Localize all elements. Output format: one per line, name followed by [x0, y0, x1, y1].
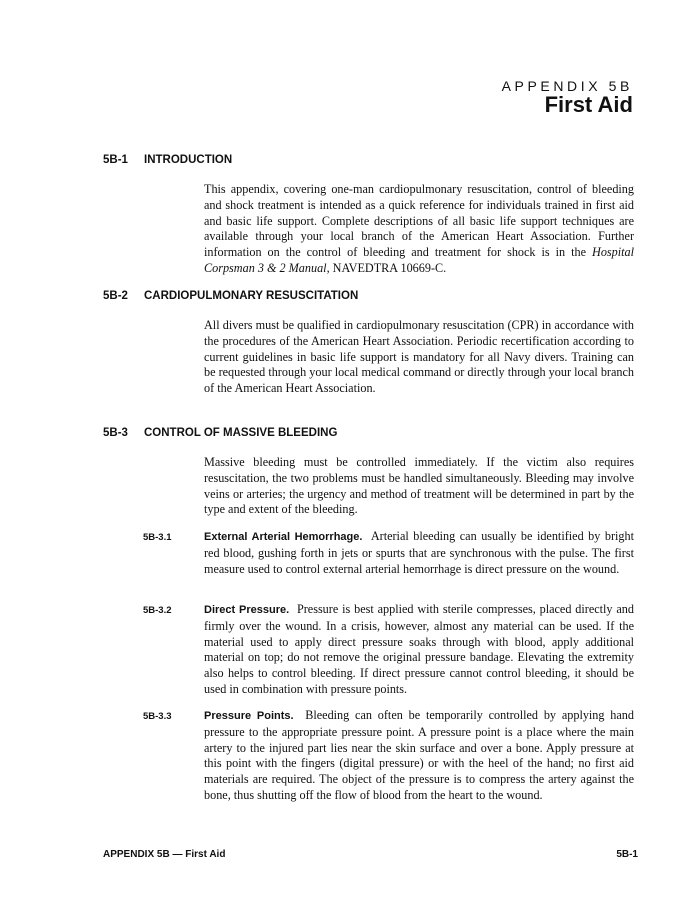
paragraph-text: This appendix, covering one-man cardiopulmonary resuscitation, control of bleeding and shock treatment is intended as a quick reference for individuals trained in first aid and basic life support. Complete descriptions of all basic life support techniques are available through your local branch of the American Heart Association. Further information on the control of bleeding and treatment for shock is in the [204, 182, 634, 260]
section-title: CARDIOPULMONARY RESUSCITATION [144, 290, 359, 302]
paragraph-text: , NAVEDTRA 10669-C. [326, 260, 447, 275]
subsection-title: Direct Pressure. [204, 604, 290, 616]
subsection-number: 5B-3.1 [143, 532, 172, 543]
footer-running-title: APPENDIX 5B — First Aid [103, 849, 226, 860]
section-heading-bleeding [103, 427, 337, 439]
subsection-paragraph-arterial-hemorrhage [204, 529, 634, 577]
manual-title: Hospital Corpsman 3 & 2 Manual [204, 245, 634, 275]
section-paragraph-bleeding [204, 455, 634, 518]
section-paragraph-introduction [204, 182, 634, 277]
subsection-paragraph-direct-pressure [204, 602, 634, 698]
section-paragraph-cpr [204, 318, 634, 397]
paragraph-text: All divers must be qualified in cardiopulmonary resuscitation (CPR) in accordance with the procedures of the American Heart Association. Periodic recertification according to current guidelines in basic life support is mandatory for all Navy divers. Training can be requested through your local medical command or directly through your local branch of the American Heart Association. [204, 318, 634, 396]
appendix-label: APPENDIX 5B [501, 78, 633, 94]
paragraph-text: Pressure is best applied with sterile compresses, placed directly and firmly over the wound. In a crisis, however, almost any material can be used. If the material used to apply direct pressure soaks through with blood, apply additional material on top; do not remove the original pressure bandage. Elevating the extremity also helps to control bleeding. If direct pressure cannot control bleeding, it should be used in combination with pressure points. [204, 602, 634, 696]
paragraph-text: Bleeding can often be temporarily controlled by applying hand pressure to the appropriate pressure point. A pressure point is a place where the main artery to the injured part lies near the skin surface and over a bone. Apply pressure at this point with the fingers (digital pressure) or with the heel of the hand; no first aid materials are required. The object of the pressure is to compress the artery against the bone, thus shutting off the flow of blood from the heart to the wound. [204, 708, 634, 802]
section-number: 5B-3 [103, 427, 128, 439]
paragraph-text: Massive bleeding must be controlled immediately. If the victim also requires resuscitation, the two problems must be handled simultaneously. Bleeding may involve veins or arteries; the urgency and method of treatment will be determined in part by the type and extent of the bleeding. [204, 455, 634, 517]
subsection-number: 5B-3.2 [143, 605, 172, 616]
subsection-number: 5B-3.3 [143, 711, 172, 722]
section-title: CONTROL OF MASSIVE BLEEDING [144, 427, 338, 439]
subsection-title: Pressure Points. [204, 710, 294, 722]
subsection-title: External Arterial Hemorrhage. [204, 531, 363, 543]
subsection-paragraph-pressure-points [204, 708, 634, 804]
section-heading-cpr [103, 290, 358, 302]
section-number: 5B-2 [103, 290, 128, 302]
section-title: INTRODUCTION [144, 154, 233, 166]
page-title: First Aid [544, 92, 633, 117]
footer-page-number: 5B-1 [616, 849, 638, 860]
section-heading-introduction [103, 154, 232, 166]
section-number: 5B-1 [103, 154, 128, 166]
paragraph-text: Arterial bleeding can usually be identified by bright red blood, gushing forth in jets or spurts that are synchronous with the pulse. The first measure used to control external arterial hemorrhage is direct pressure on the wound. [204, 529, 635, 576]
